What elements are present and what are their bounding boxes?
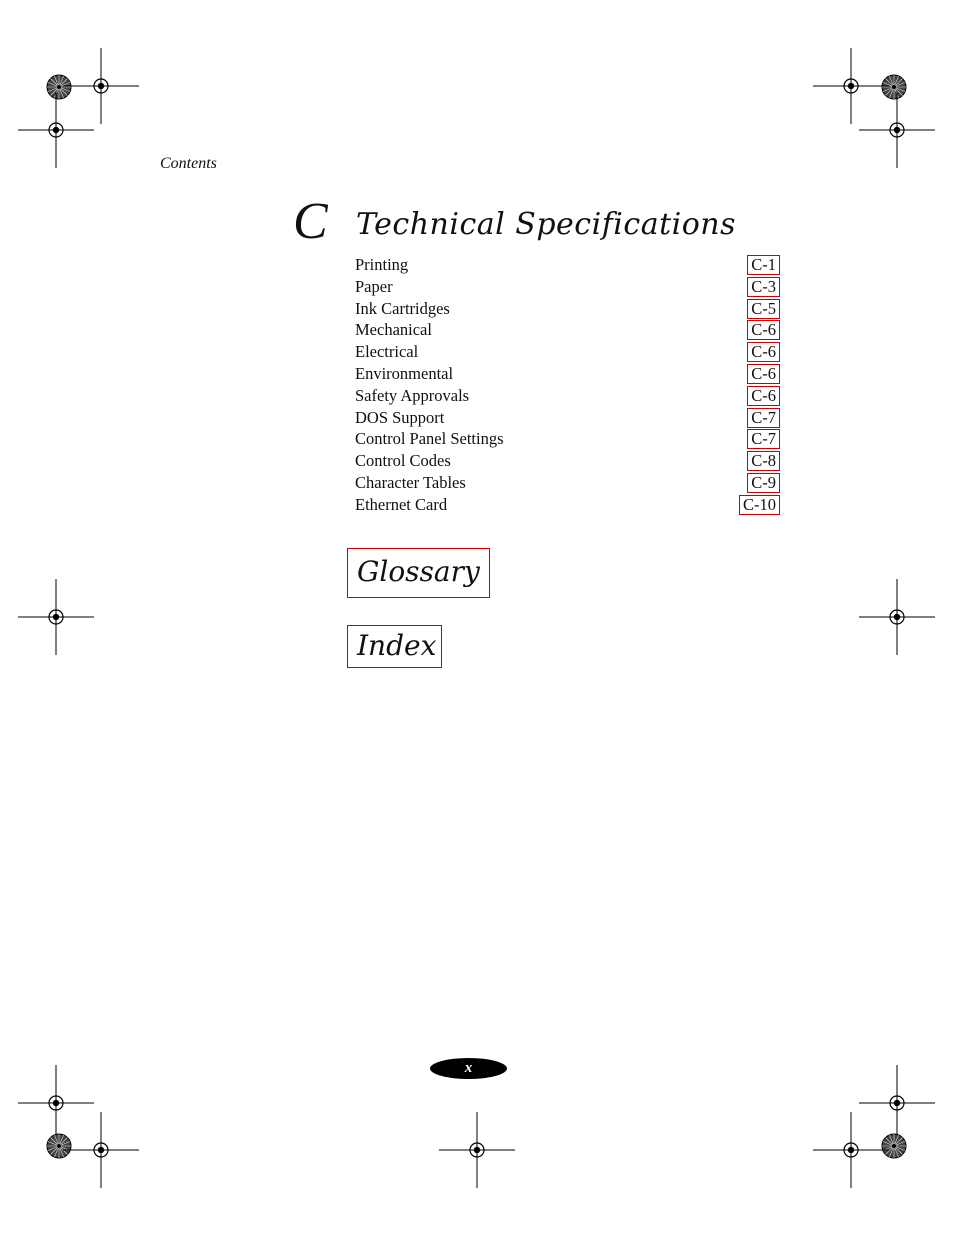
toc-row: [355, 428, 780, 450]
index-label: Index: [357, 629, 437, 662]
toc-page-link[interactable]: C-7: [747, 408, 780, 428]
toc-row: [355, 298, 780, 320]
registration-mark-icon: [63, 48, 139, 124]
glossary-label: Glossary: [357, 555, 480, 588]
star-target-icon: [882, 1134, 906, 1158]
toc-entry-label: Control Codes: [355, 451, 451, 471]
running-head: Contents: [160, 155, 217, 172]
toc-row: [355, 276, 780, 298]
glossary-link[interactable]: [347, 548, 490, 598]
page-number: x: [430, 1058, 507, 1079]
toc-page-link[interactable]: C-9: [747, 473, 780, 493]
toc-page-link[interactable]: C-10: [739, 495, 780, 515]
toc-entry-label: Electrical: [355, 342, 419, 362]
registration-mark-icon: [859, 1065, 935, 1141]
toc-entry-label: Printing: [355, 255, 409, 274]
toc-row: [355, 450, 780, 472]
toc-entry-label: Control Panel Settings: [355, 429, 504, 449]
toc-entry-label: DOS Support: [355, 407, 445, 427]
toc-entry-label: Paper: [355, 276, 393, 296]
toc-page-link[interactable]: C-6: [747, 386, 780, 406]
index-link[interactable]: [347, 625, 442, 668]
registration-mark-icon: [439, 1112, 515, 1188]
registration-mark-icon: [813, 48, 889, 124]
star-target-icon: [882, 75, 906, 99]
toc-entry-label: Safety Approvals: [355, 385, 470, 405]
toc-page-link[interactable]: C-6: [747, 364, 780, 384]
star-target-icon: [47, 1134, 71, 1158]
toc-page-link[interactable]: C-1: [747, 255, 780, 275]
chapter-letter: C: [293, 193, 328, 250]
registration-mark-icon: [859, 579, 935, 655]
toc-row: [355, 319, 780, 341]
toc-list: [355, 254, 780, 516]
toc-page-link[interactable]: C-6: [747, 342, 780, 362]
toc-row: [355, 341, 780, 363]
registration-mark-icon: [18, 92, 94, 168]
toc-page-link[interactable]: C-6: [747, 320, 780, 340]
toc-page-link[interactable]: C-3: [747, 277, 780, 297]
toc-row: [355, 472, 780, 494]
toc-page-link[interactable]: C-7: [747, 429, 780, 449]
toc-entry-label: Mechanical: [355, 320, 432, 340]
toc-page-link[interactable]: C-5: [747, 299, 780, 319]
toc-row: [355, 407, 780, 429]
registration-mark-icon: [813, 1112, 889, 1188]
registration-mark-icon: [18, 1065, 94, 1141]
toc-row: [355, 363, 780, 385]
registration-mark-icon: [18, 579, 94, 655]
toc-entry-label: Character Tables: [355, 472, 466, 492]
registration-mark-icon: [859, 92, 935, 168]
toc-entry-label: Environmental: [355, 363, 454, 383]
toc-entry-label: Ink Cartridges: [355, 298, 450, 318]
registration-mark-icon: [63, 1112, 139, 1188]
toc-page-link[interactable]: C-8: [747, 451, 780, 471]
chapter-title: Technical Specifications: [356, 207, 737, 242]
toc-row: [355, 385, 780, 407]
star-target-icon: [47, 75, 71, 99]
toc-row: [355, 254, 780, 276]
toc-entry-label: Ethernet Card: [355, 494, 448, 514]
toc-row: [355, 494, 780, 516]
